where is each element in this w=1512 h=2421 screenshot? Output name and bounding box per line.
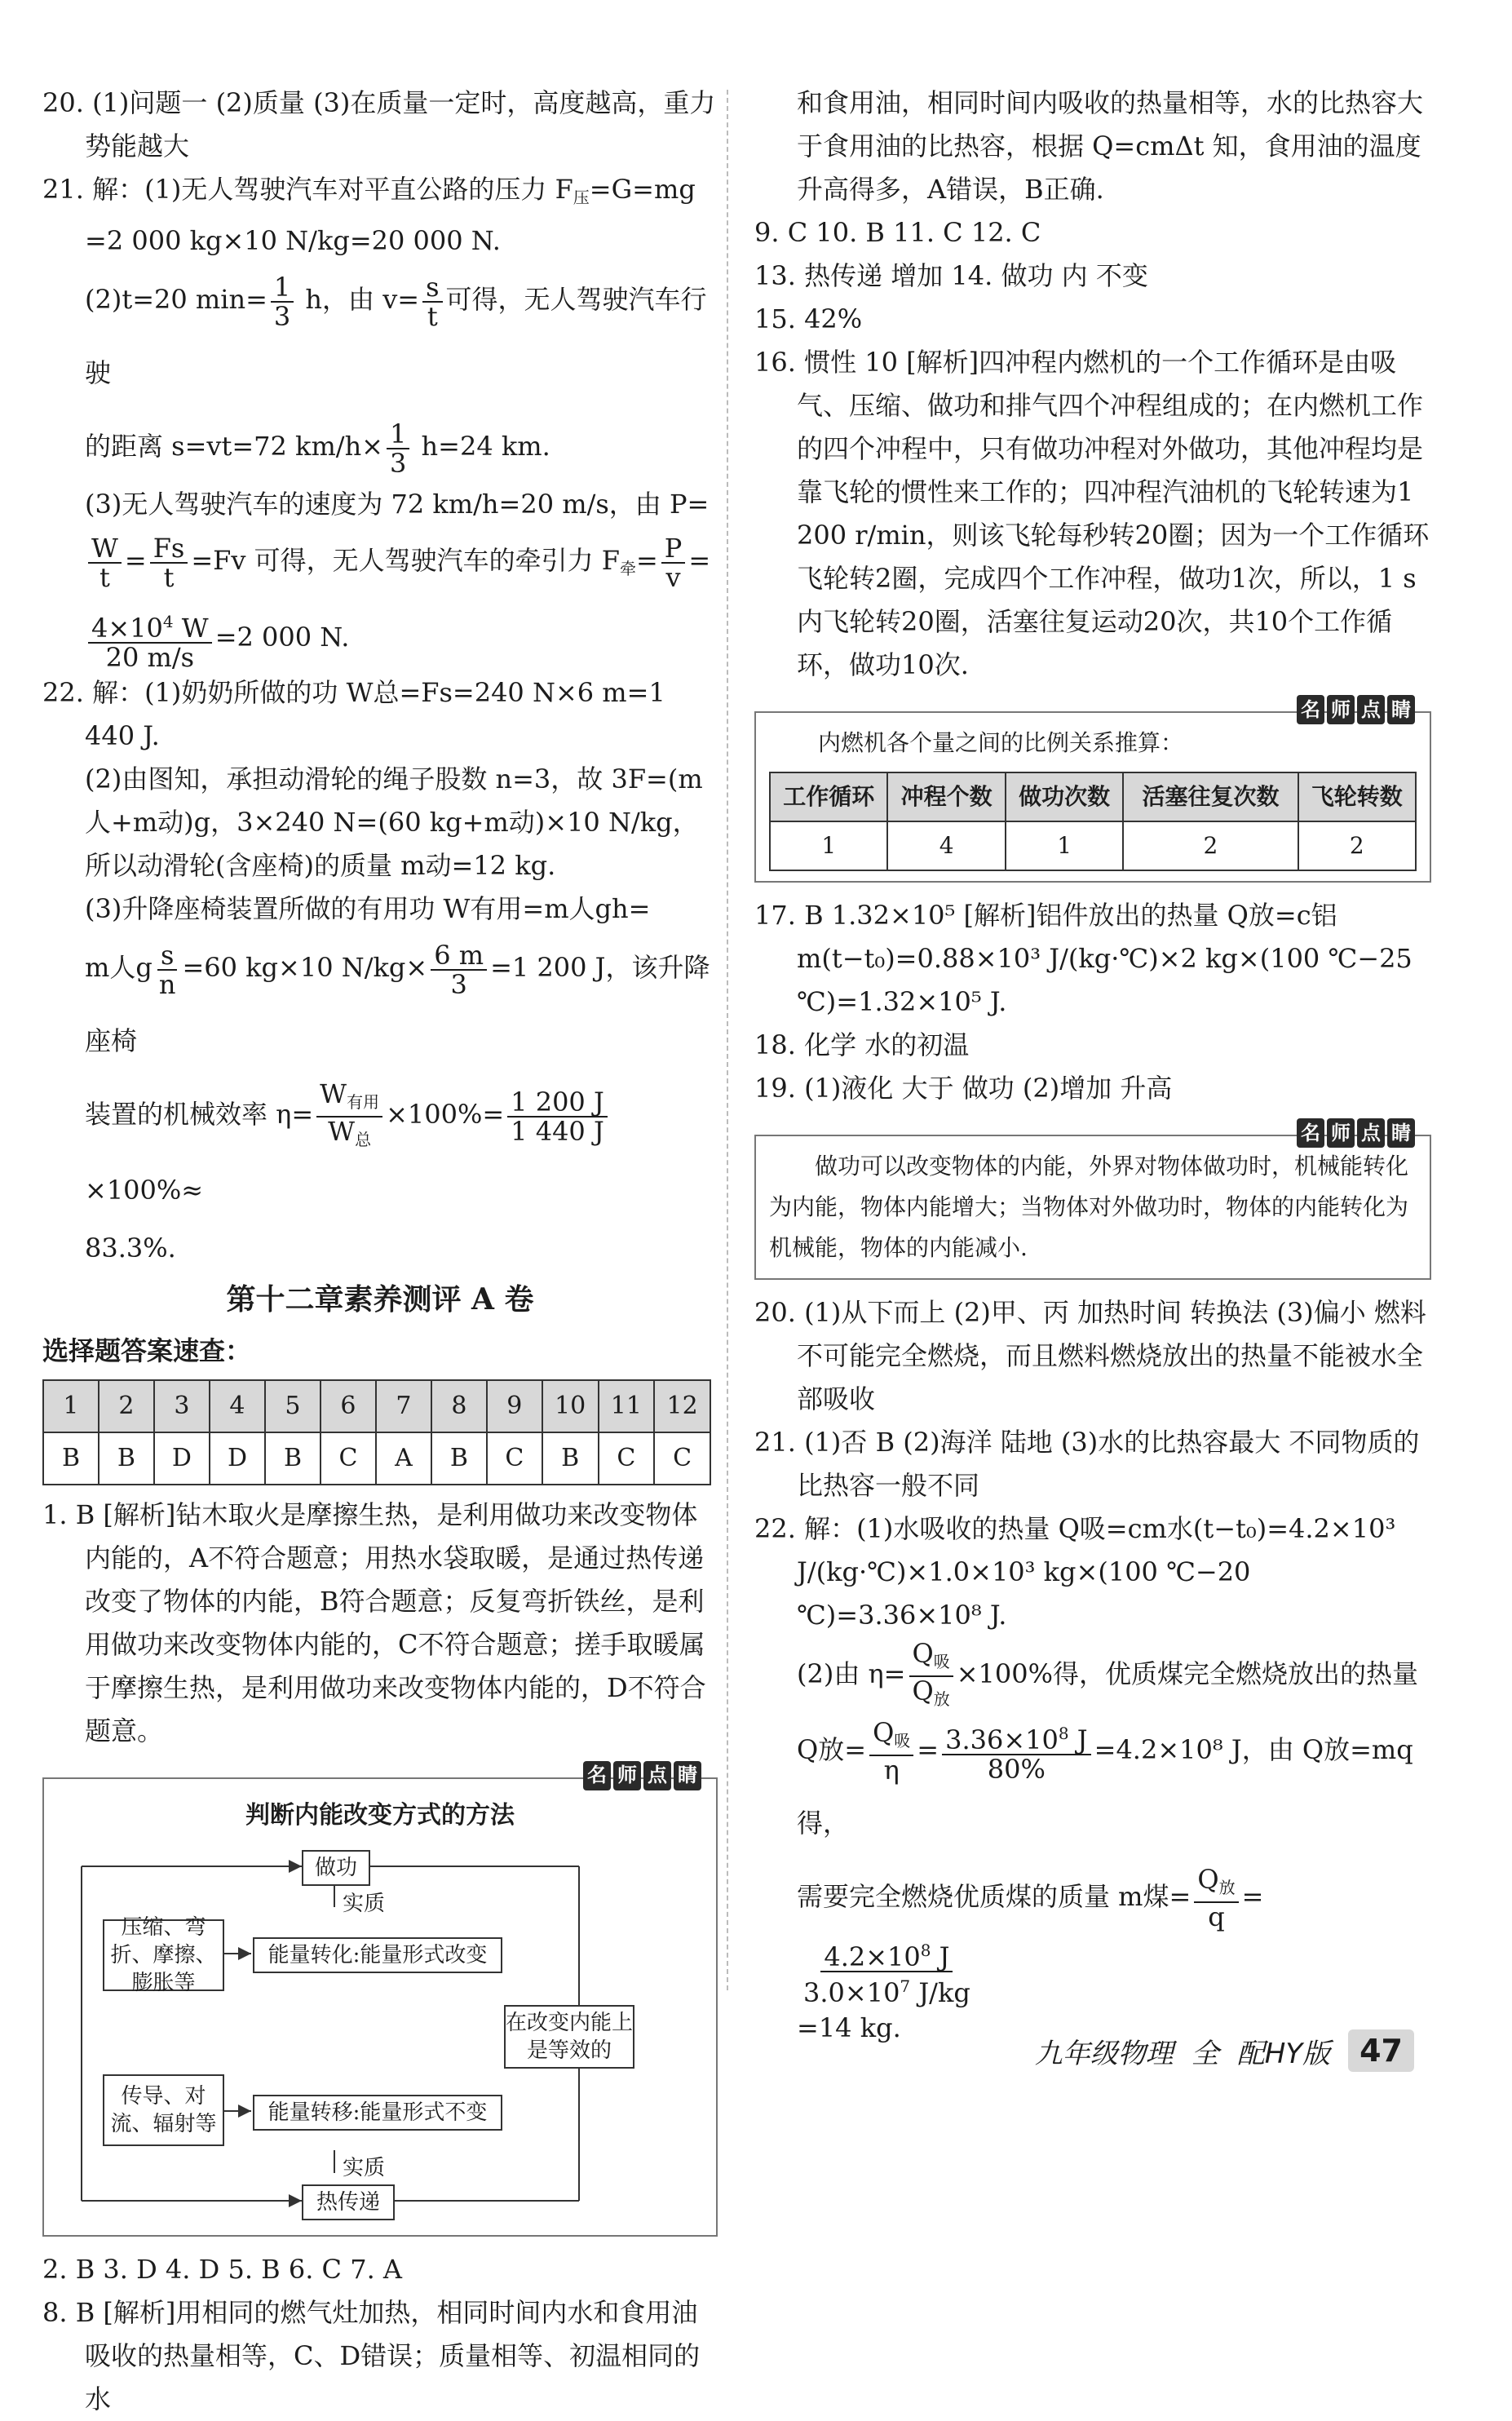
answer-15: 15. 42%	[754, 303, 863, 334]
footer-grade: 九年级物理	[1034, 2037, 1174, 2070]
answer-table-number: 4	[210, 1380, 265, 1432]
answer-table-number: 7	[376, 1380, 431, 1432]
quick-answer-label: 选择题答案速查：	[42, 1334, 252, 1366]
answer-18: 18. 化学 水的初温	[754, 1029, 970, 1060]
node-work-methods: 压缩、弯折、摩擦、膨胀等	[103, 1919, 224, 1991]
page-number: 47	[1348, 2029, 1414, 2072]
engine-table-header: 做功次数	[1006, 772, 1123, 821]
section-title: 第十二章素养测评 A 卷	[226, 1281, 534, 1317]
answer-21: 21. (1)否 B (2)海洋 陆地 (3)水的比热容最大 不同物质的比热容一般不同	[754, 1427, 1420, 1501]
node-work: 做功	[302, 1850, 370, 1886]
answer-2-7: 2. B 3. D 4. D 5. B 6. C 7. A	[42, 2253, 403, 2285]
answer-9-12: 9. C 10. B 11. C 12. C	[754, 217, 1041, 248]
node-essence-1: 实质	[343, 1891, 386, 1916]
answer-table-number: 9	[487, 1380, 542, 1432]
engine-table-header: 工作循环	[770, 772, 887, 821]
answer-22-work: m人g $\frac{s}{n}$ =60 kg×10 N/kg× $\frac{6 m}{3}$ =1 200 J，该升降座椅	[85, 939, 710, 1056]
tip-badge: 名 师 点 睛	[1297, 695, 1415, 724]
engine-table-cell: 4	[887, 821, 1005, 870]
answer-1: 1. B [解析]钻木取火是摩擦生热，是利用做功来改变物体内能的，A不符合题意；用热水袋取暖，是通过热传递改变了物体的内能，B符合题意；反复弯折铁丝，是利用做功来改变物体内能的，C不符合题意；搓手取暖属于摩擦生热，是利用做功来改变物体内能的，D不符合题意。	[42, 1498, 706, 1746]
left-column	[42, 82, 718, 2421]
engine-ratio-table	[769, 772, 1417, 871]
engine-table-header: 冲程个数	[887, 772, 1005, 821]
answer-21-result: $\frac{4\times 10^4 W}{20 m/s}$ =2 000 N.	[42, 603, 718, 671]
tip-engine-title: 内燃机各个量之间的比例关系推算：	[818, 729, 1184, 756]
answer-22-part3: (3)升降座椅装置所做的有用功 W有用=m人gh=	[85, 893, 651, 924]
page-footer	[1035, 2029, 1414, 2072]
answer-table-cell: B	[43, 1432, 99, 1485]
answer-20: 20. (1)从下而上 (2)甲、丙 加热时间 转换法 (3)偏小 燃料不可能完全燃烧，而且燃料燃烧放出的热量不能被水全部吸收	[754, 1297, 1426, 1414]
answer-13-14: 13. 热传递 增加 14. 做功 内 不变	[754, 260, 1148, 291]
answer-table-cell: D	[210, 1432, 265, 1485]
node-heat-methods: 传导、对流、辐射等	[103, 2074, 224, 2146]
answer-21-distance: 的距离 s=vt=72 km/h× $\frac{1}{3}$ h=24 km.	[85, 418, 550, 479]
answer-table-cell: C	[654, 1432, 710, 1485]
answer-22-heat: Q放= $\frac{Q_吸}{\eta}$ = $\frac{3.36\times 10^8 J}{80\%}$ =4.2×10⁸ J，由 Q放=mq 得，	[797, 1717, 1413, 1839]
answer-table-cell: D	[154, 1432, 210, 1485]
answer-21-time: (2)t=20 min= $\frac{1}{3}$ h，由 v= $\frac{s}{t}$ 可得，无人驾驶汽车行驶	[85, 271, 707, 388]
engine-table-header: 活塞往复次数	[1123, 772, 1298, 821]
answer-22-final: 83.3%.	[85, 1232, 176, 1264]
answer-21-speed: (3)无人驾驶汽车的速度为 72 km/h=20 m/s，由 P=	[85, 489, 710, 520]
answer-21-line1: 21. 解：(1)无人驾驶汽车对平直公路的压力 $F_压=G=mg$	[42, 174, 696, 207]
answer-8-continued: 和食用油，相同时间内吸收的热量相等，水的比热容大于食用油的比热容，根据 Q=cmΔt 知，食用油的温度升高得多，A错误，B正确.	[797, 87, 1424, 205]
right-column	[754, 82, 1431, 2050]
answer-table-cell: C	[321, 1432, 376, 1485]
flow-diagram	[57, 1842, 703, 2225]
tip-badge: 名 师 点 睛	[583, 1761, 701, 1790]
engine-table-cell: 2	[1298, 821, 1416, 870]
node-heat-transfer: 热传递	[302, 2184, 395, 2220]
answer-21-force: $\frac{W}{t}$ = $\frac{Fs}{t}$ =Fv 可得，无人驾驶汽车的牵引力 $F_牵=$ $\frac{P}{v}$ =	[42, 526, 718, 603]
answer-22-part2: (2)由图知，承担动滑轮的绳子股数 n=3，故 3F=(m人+m动)g，3×240 N=(60 kg+m动)×10 N/kg，所以动滑轮(含座椅)的质量 m动=12 kg.	[85, 763, 703, 881]
tip-box-diagram	[42, 1764, 718, 2237]
answer-22-final: =14 kg.	[797, 2012, 901, 2043]
tip-badge: 名 师 点 睛	[1297, 1118, 1415, 1148]
answer-table	[42, 1379, 711, 1485]
answer-table-number: 5	[265, 1380, 321, 1432]
answer-19: 19. (1)液化 大于 做功 (2)增加 升高	[754, 1073, 1173, 1104]
answer-20: 20. (1)问题一 (2)质量 (3)在质量一定时，高度越高，重力势能越大	[42, 87, 716, 162]
answer-table-number: 8	[431, 1380, 487, 1432]
node-equivalent: 在改变内能上是等效的	[504, 2005, 634, 2069]
answer-22-part1: 22. 解：(1)水吸收的热量 Q吸=cm水(t−t₀)=4.2×10³ J/(kg·℃)×1.0×10³ kg×(100 ℃−20 ℃)=3.36×10⁸ J.	[754, 1513, 1396, 1631]
answer-table-number: 11	[599, 1380, 655, 1432]
answer-8: 8. B [解析]用相同的燃气灶加热，相同时间内水和食用油吸收的热量相等，C、D错误；质量相等、初温相同的水	[42, 2296, 701, 2414]
answer-table-number: 3	[154, 1380, 210, 1432]
answer-table-cell: C	[599, 1432, 655, 1485]
answer-table-number: 6	[321, 1380, 376, 1432]
engine-table-cell: 1	[1006, 821, 1123, 870]
answer-21-line2: =2 000 kg×10 N/kg=20 000 N.	[85, 225, 501, 256]
answer-22-part1: 22. 解：(1)奶奶所做的功 W总=Fs=240 N×6 m=1 440 J.	[42, 677, 665, 751]
answer-table-cell: B	[542, 1432, 599, 1485]
answer-table-number: 12	[654, 1380, 710, 1432]
answer-table-number: 2	[99, 1380, 154, 1432]
tip-box-work	[754, 1122, 1431, 1280]
footer-all: 全	[1191, 2037, 1219, 2070]
tip-box-engine	[754, 698, 1431, 883]
engine-table-cell: 1	[770, 821, 887, 870]
node-energy-transfer: 能量转移:能量形式不变	[253, 2095, 502, 2131]
answer-table-cell: B	[99, 1432, 154, 1485]
engine-table-cell: 2	[1123, 821, 1298, 870]
answer-table-cell: A	[376, 1432, 431, 1485]
diagram-title: 判断内能改变方式的方法	[245, 1800, 515, 1830]
answer-table-cell: B	[265, 1432, 321, 1485]
footer-edition: 配HY版	[1236, 2037, 1331, 2070]
column-divider	[727, 90, 728, 1990]
answer-table-cell: B	[431, 1432, 487, 1485]
engine-table-header: 飞轮转数	[1298, 772, 1416, 821]
answer-22-mass: 需要完全燃烧优质煤的质量 m煤= $\frac{Q_放}{q}$ = $\frac{4.2\times 10^8 J}{3.0\times 10^7 J/kg}$	[797, 1864, 1264, 2008]
answer-16: 16. 惯性 10 [解析]四冲程内燃机的一个工作循环是由吸气、压缩、做功和排气四个冲程组成的；在内燃机工作的四个冲程中，只有做功冲程对外做功，其他冲程均是靠飞轮的惯性来工作的；四冲程汽油机的飞轮转速为1 200 r/min，则该飞轮每秒转20圈；因为一个工作循环飞轮转2圈，完成四个工作冲程，做功1次，所以，1 s内飞轮转20圈，活塞往复运动20次，共10个工作循环，做功10次.	[754, 347, 1430, 680]
tip-work-text: 做功可以改变物体的内能，外界对物体做功时，机械能转化为内能，物体内能增大；当物体对外做功时，物体的内能转化为机械能，物体的内能减小.	[769, 1153, 1409, 1261]
node-essence-2: 实质	[343, 2155, 386, 2180]
answer-17: 17. B 1.32×10⁵ [解析]铝件放出的热量 Q放=c铝m(t−t₀)=0.88×10³ J/(kg·℃)×2 kg×(100 ℃−25 ℃)=1.32×10⁵ J.	[754, 900, 1413, 1017]
answer-table-cell: C	[487, 1432, 542, 1485]
answer-table-number: 1	[43, 1380, 99, 1432]
node-energy-conversion: 能量转化:能量形式改变	[253, 1937, 502, 1973]
answer-22-efficiency: 装置的机械效率 η= $\frac{W_{有用}}{W_总}$ ×100%= $\frac{1 200 J}{1 440 J}$ ×100%≈	[42, 1078, 718, 1227]
answer-table-number: 10	[542, 1380, 599, 1432]
answer-22-part2: (2)由 η= $\frac{Q_吸}{Q_放}$ ×100%得，优质煤完全燃烧放出的热量	[797, 1637, 1419, 1709]
